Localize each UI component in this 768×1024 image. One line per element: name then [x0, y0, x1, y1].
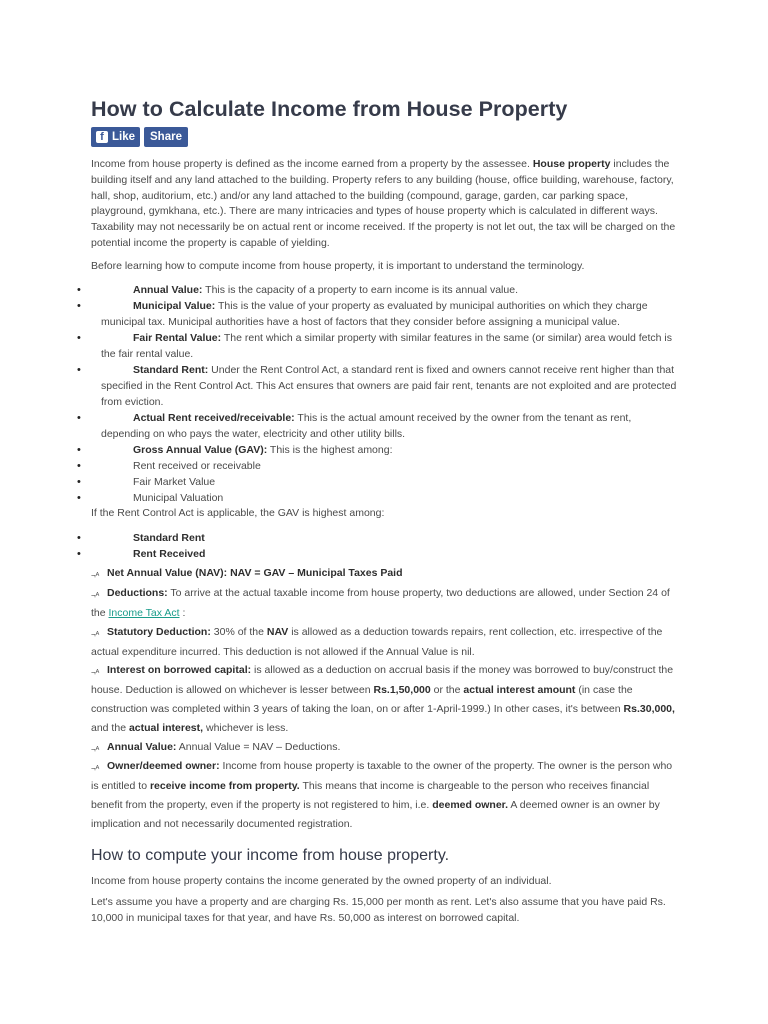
statutory-text-2: is allowed as a deduction towards repairs, rent collection, etc. irrespective of the actual expenditure incurred. This deduction is not allowed if the Annual Value is nil.	[91, 625, 663, 658]
interest-text-4: and the	[91, 721, 129, 734]
annual-value-bold: Annual Value:	[107, 740, 177, 753]
owner-definition	[91, 757, 677, 833]
list-item	[77, 490, 677, 506]
compute-paragraph-2: Let's assume you have a property and are charging Rs. 15,000 per month as rent. Let's also assume that you have paid Rs. 10,000 in municipal taxes for that year, and have Rs. 50,000 as interest on borrowed capital.	[91, 896, 666, 925]
rent-control-intro: If the Rent Control Act is applicable, the GAV is highest among:	[91, 506, 385, 519]
symbol-icon: ¬ᴬ	[91, 668, 100, 678]
term-text: Under the Rent Control Act, a standard rent is fixed and owners cannot receive rent higher than that specified in the Rent Control Act. This Act ensures that owners are paid fair rent, tenants are not exploited and are protected from eviction.	[101, 363, 677, 408]
term-label: Gross Annual Value (GAV):	[133, 443, 268, 456]
symbol-icon: ¬ᴬ	[91, 571, 100, 581]
bullet-icon: •	[77, 475, 81, 488]
interest-bold: Interest on borrowed capital:	[107, 664, 252, 677]
bullet-icon: •	[77, 491, 81, 504]
rca-item-text: Standard Rent	[133, 532, 205, 545]
interest-bold-30000: Rs.30,000,	[623, 702, 675, 715]
compute-paragraph-1: Income from house property contains the income generated by the owned property of an individual.	[91, 874, 552, 887]
article	[77, 94, 677, 927]
list-item	[77, 282, 677, 298]
owner-text-2: This means that income is chargeable to the person who receives financial benefit from the property, even if the property is not registered to him, i.e.	[91, 780, 650, 811]
facebook-like-button[interactable]	[91, 127, 140, 147]
term-text: This is the highest among:	[267, 443, 393, 456]
list-item	[77, 474, 677, 490]
gav-item-text: Municipal Valuation	[133, 491, 224, 504]
list-item	[77, 458, 677, 474]
intro-text-2: includes the building itself and any land attached to the building. Property refers to any building (house, office building, warehouse, factory, hall, shop, auditorium, etc.) and/or any land attached to the building (compound, garage, garden, car parking space, playground, gymkhana, etc.). There are many intricacies and types of house property which is calculated in different ways. Taxability may not necessarily be on actual rent or income received. If the property is not let out, the tax will be charged on the potential income the property is capable of yielding.	[91, 158, 676, 249]
owner-bold-receive: receive income from property.	[149, 780, 300, 793]
bullet-icon: •	[77, 532, 81, 545]
list-item	[77, 410, 677, 442]
interest-bold-amount: Rs.1,50,000	[373, 684, 431, 697]
terminology-intro: Before learning how to compute income from house property, it is important to understand the terminology.	[91, 259, 585, 272]
term-text: This is the capacity of a property to earn income is its annual value.	[202, 283, 518, 296]
statutory-bold: Statutory Deduction:	[107, 625, 211, 638]
list-item	[77, 362, 677, 410]
symbol-icon: ¬ᴬ	[91, 744, 100, 754]
interest-text-2: or the	[430, 684, 464, 697]
term-label: Fair Rental Value:	[133, 331, 222, 344]
rca-item-text: Rent Received	[133, 548, 206, 561]
nav-definition	[91, 564, 677, 584]
owner-bold: Owner/deemed owner:	[107, 760, 220, 773]
annual-value-definition	[91, 738, 677, 758]
income-tax-act-link[interactable]: Income Tax Act	[108, 606, 180, 619]
statutory-text-1: 30% of the	[210, 625, 267, 638]
term-label: Municipal Value:	[133, 299, 216, 312]
intro-text-1: Income from house property is defined as the income earned from a property by the assessee.	[91, 158, 533, 170]
term-text: The rent which a similar property with similar features in the same (or similar) area would fetch is the fair rental value.	[101, 331, 673, 360]
deductions-text-2: :	[179, 606, 186, 619]
owner-text-3: A deemed owner is an owner by implication and not necessarily documented registration.	[91, 798, 660, 830]
rent-control-list	[77, 530, 677, 562]
list-item	[77, 330, 677, 362]
bullet-icon: •	[77, 548, 81, 561]
list-item	[77, 546, 677, 562]
list-item	[77, 442, 677, 458]
gav-item-text: Fair Market Value	[133, 475, 216, 488]
term-label: Actual Rent received/receivable:	[133, 411, 295, 424]
interest-bold-actual: actual interest amount	[463, 684, 576, 697]
gav-item-text: Rent received or receivable	[133, 459, 261, 472]
bullet-icon: •	[77, 299, 81, 312]
term-label: Annual Value:	[133, 283, 203, 296]
intro-bold-house-property: House property	[532, 158, 611, 170]
interest-text-3: (in case the construction was completed within 3 years of taking the loan, on or after 1-April-1999.) In other cases, it's between	[91, 684, 633, 715]
terminology-list	[77, 282, 677, 506]
symbol-icon: ¬ᴬ	[91, 591, 100, 601]
facebook-share-button[interactable]	[144, 127, 188, 147]
interest-text-5: whichever is less.	[203, 721, 289, 734]
nav-bold: Net Annual Value (NAV): NAV = GAV – Municipal Taxes Paid	[107, 567, 403, 580]
bullet-icon: •	[77, 411, 81, 424]
term-text: This is the actual amount received by the owner from the tenant as rent, depending on who pays the water, electricity and other utility bills.	[101, 411, 632, 440]
bullet-icon: •	[77, 443, 81, 456]
list-item	[77, 530, 677, 546]
section-heading: How to compute your income from house property.	[91, 846, 450, 864]
intro-paragraph	[91, 157, 677, 252]
bullet-icon: •	[77, 459, 81, 472]
symbol-icon: ¬ᴬ	[91, 629, 100, 639]
deductions-definition	[91, 584, 677, 623]
like-label: Like	[112, 131, 136, 143]
interest-bold-actual-interest: actual interest,	[128, 721, 204, 734]
definitions-block	[91, 564, 677, 833]
annual-value-text: Annual Value = NAV – Deductions.	[176, 740, 341, 753]
deductions-bold: Deductions:	[107, 587, 168, 600]
bullet-icon: •	[77, 363, 81, 376]
deductions-text: To arrive at the actual taxable income from house property, two deductions are allowed, under Section 24 of the	[91, 587, 670, 619]
statutory-bold-nav: NAV	[266, 625, 289, 638]
owner-bold-deemed: deemed owner.	[432, 798, 509, 811]
bullet-icon: •	[77, 283, 81, 296]
symbol-icon: ¬ᴬ	[91, 764, 100, 774]
interest-text-1: is allowed as a deduction on accrual basis if the money was borrowed to buy/construct the house. Deduction is allowed on whichever is lesser between	[91, 664, 674, 697]
bullet-icon: •	[77, 331, 81, 344]
facebook-icon: f	[96, 131, 108, 143]
owner-text-1: Income from house property is taxable to the owner of the property. The owner is the person who is entitled to	[91, 760, 673, 793]
term-text: This is the value of your property as evaluated by municipal authorities on which they charge municipal tax. Municipal authorities have a host of factors that they consider before assigning a municipal value.	[101, 299, 648, 328]
list-item	[77, 298, 677, 330]
page-title: How to Calculate Income from House Property	[91, 97, 568, 121]
statutory-deduction	[91, 623, 677, 662]
social-buttons	[91, 127, 677, 147]
interest-borrowed-capital	[91, 661, 677, 737]
term-label: Standard Rent:	[133, 363, 209, 376]
share-label: Share	[150, 131, 182, 143]
